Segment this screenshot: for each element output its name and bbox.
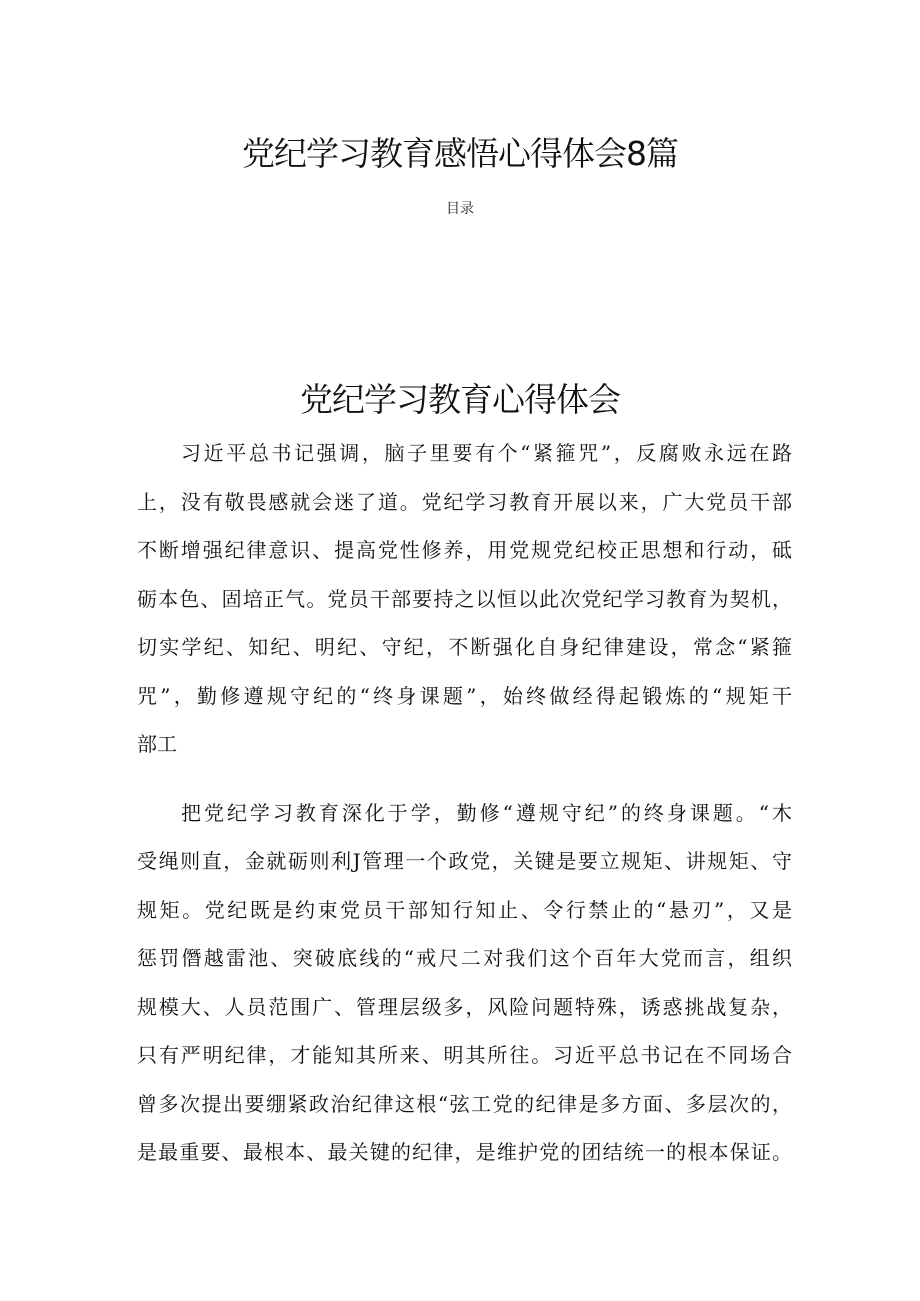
paragraph-line: 上，没有敬畏感就会迷了道。党纪学习教育开展以来，广大党员干部 <box>137 489 792 514</box>
paragraph-line: 不断增强纪律意识、提高党性修养，用党规党纪校正思想和行动，砥 <box>137 538 792 562</box>
paragraph-1 <box>137 434 792 774</box>
paragraph-line: 受绳则直，金就砺则利J管理一个政党，关键是要立规矩、讲规矩、守 <box>137 849 792 873</box>
table-of-contents-label: 目录 <box>446 201 474 217</box>
paragraph-line: 规矩。党纪既是约束党员干部知行知止、令行禁止的“悬刃”，又是 <box>137 897 792 922</box>
paragraph-line: 规模大、人员范围广、管理层级多，风险问题特殊，诱惑挑战复杂， <box>137 994 792 1019</box>
paragraph-line: 切实学纪、知纪、明纪、守纪，不断强化自身纪律建设，常念“紧箍 <box>137 635 792 659</box>
paragraph-line: 只有严明纪律，才能知其所来、明其所往。习近平总书记在不同场合 <box>137 1043 792 1067</box>
section-title: 党纪学习教育心得体会 <box>300 380 620 419</box>
paragraph-gap <box>137 774 792 794</box>
paragraph-line: 曾多次提出要绷紧政治纪律这根“弦工党的纪律是多方面、多层次的， <box>137 1091 792 1116</box>
paragraph-line: 是最重要、最根本、最关键的纪律，是维护党的团结统一的根本保证。 <box>137 1140 792 1164</box>
paragraph-line: 把党纪学习教育深化于学，勤修“遵规守纪”的终身课题。“木 <box>181 800 792 825</box>
section-body <box>137 434 792 1182</box>
paragraph-line: 砺本色、固培正气。党员干部要持之以恒以此次党纪学习教育为契机， <box>137 586 792 611</box>
paragraph-line: 咒”，勤修遵规守纪的“终身课题”，始终做经得起锻炼的“规矩干 <box>137 683 792 708</box>
paragraph-2 <box>137 794 792 1182</box>
paragraph-line: 部工 <box>137 732 177 756</box>
paragraph-line: 惩罚僭越雷池、突破底线的“戒尺二对我们这个百年大党而言，组织 <box>137 946 792 970</box>
paragraph-line: 习近平总书记强调，脑子里要有个“紧箍咒”，反腐败永远在路 <box>181 441 792 465</box>
document-title: 党纪学习教育感悟心得体会8篇 <box>242 134 678 173</box>
